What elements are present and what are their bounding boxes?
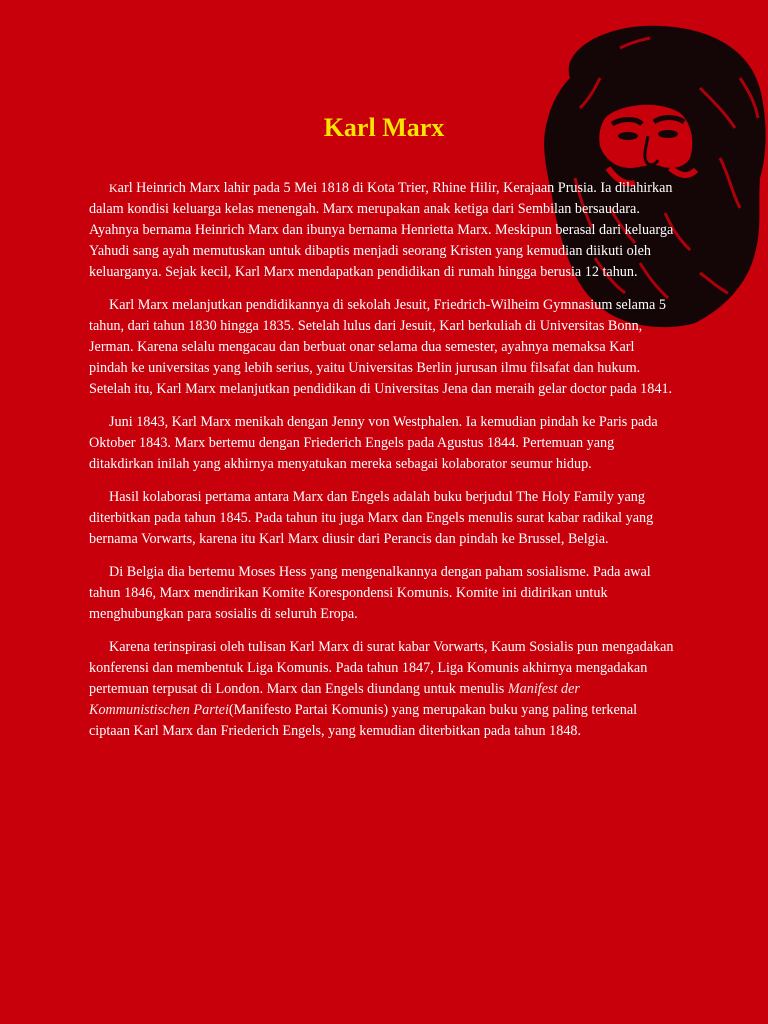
paragraph-6-text-after: (Manifesto Partai Komunis) yang merupakan buku yang paling terkenal ciptaan Karl Marx dan Friederich Engels, yang kemudian diterbitkan pada tahun 1848. — [89, 702, 638, 739]
article-body — [89, 178, 674, 754]
book-title-italic: Manifest der Kommunistischen Partei — [89, 681, 580, 718]
paragraph-1 — [89, 178, 674, 283]
drop-letter: K — [109, 181, 118, 195]
paragraph-6-text-before: Karena terinspirasi oleh tulisan Karl Marx di surat kabar Vorwarts, Kaum Sosialis pun mengadakan konferensi dan membentuk Liga Komunis. Pada tahun 1847, Liga Komunis akhirnya mengadakan pertemuan terpusat di London. Marx dan Engels diundang untuk menulis — [89, 639, 674, 697]
paragraph-1-text: arl Heinrich Marx lahir pada 5 Mei 1818 di Kota Trier, Rhine Hilir, Kerajaan Prusia. Ia dilahirkan dalam kondisi keluarga kelas menengah. Marx merupakan anak ketiga dari Sembilan bersaudara. Ayahnya bernama Heinrich Marx dan ibunya bernama Henrietta Marx. Meskipun berasal dari keluarga Yahudi sang ayah memutuskan untuk dibaptis menjadi seorang Kristen yang kemudian diikuti oleh keluarganya. Sejak kecil, Karl Marx mendapatkan pendidikan di rumah hingga berusia 12 tahun. — [89, 180, 674, 280]
paragraph-6 — [89, 637, 674, 742]
paragraph-4: Hasil kolaborasi pertama antara Marx dan Engels adalah buku berjudul The Holy Family yang diterbitkan pada tahun 1845. Pada tahun itu juga Marx dan Engels menulis surat kabar radikal yang bernama Vorwarts, karena itu Karl Marx diusir dari Perancis dan pindah ke Brussel, Belgia. — [89, 489, 654, 547]
paragraph-3: Juni 1843, Karl Marx menikah dengan Jenny von Westphalen. Ia kemudian pindah ke Paris pada Oktober 1843. Marx bertemu dengan Friederich Engels pada Agustus 1844. Pertemuan yang ditakdirkan inilah yang akhirnya menyatukan mereka sebagai kolaborator seumur hidup. — [89, 414, 658, 472]
paragraph-2: Karl Marx melanjutkan pendidikannya di sekolah Jesuit, Friedrich-Wilheim Gymnasium selama 5 tahun, dari tahun 1830 hingga 1835. Setelah lulus dari Jesuit, Karl berkuliah di Universitas Bonn, Jerman. Karena selalu mengacau dan berbuat onar selama dua semester, ayahnya memaksa Karl pindah ke universitas yang lebih serius, yaitu Universitas Berlin jurusan ilmu filsafat dan hukum. Setelah itu, Karl Marx melanjutkan pendidikan di Universitas Jena dan meraih gelar doctor pada 1841. — [89, 297, 673, 397]
page-title: Karl Marx — [323, 113, 445, 143]
paragraph-5: Di Belgia dia bertemu Moses Hess yang mengenalkannya dengan paham sosialisme. Pada awal tahun 1846, Marx mendirikan Komite Korespondensi Komunis. Komite ini didirikan untuk menghubungkan para sosialis di seluruh Eropa. — [89, 564, 651, 622]
